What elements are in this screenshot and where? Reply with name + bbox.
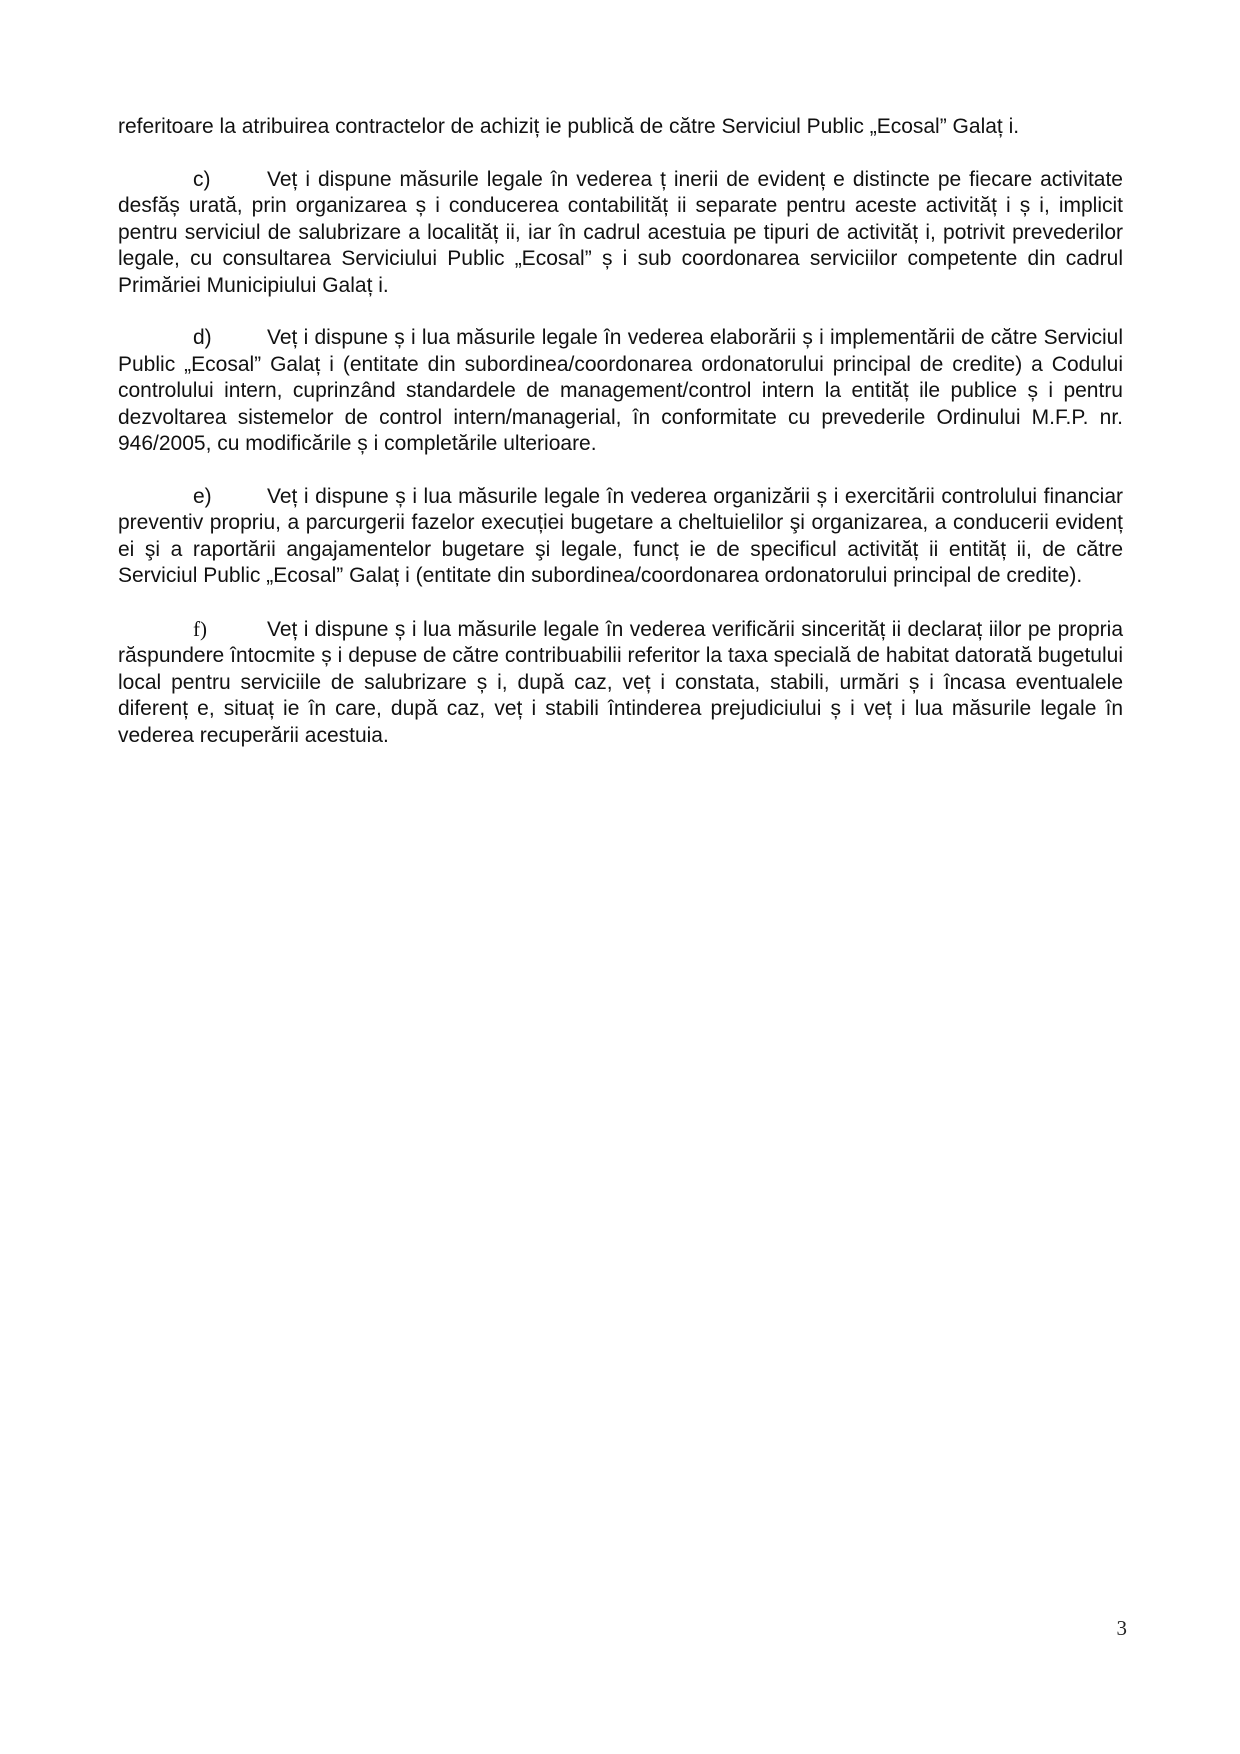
paragraph-f [118,616,1123,750]
paragraph-text-f: Veț i dispune ș i lua măsurile legale în vederea verificării sincerităț ii declaraț iilor pe propria răspundere întocmite ș i depuse de către contribuabilii referitor la taxa specială de habitat datorată bugetului local pentru serviciile de salubrizare ș i, după caz, veț i constata, stabili, urmări ș i încasa eventualele diferenț e, situaț ie în care, după caz, veț i stabili întinderea prejudiciului ș i veț i lua măsurile legale în vederea recuperării acestuia. [118,617,1123,747]
page-number: 3 [1116,1616,1127,1640]
continuation-paragraph: referitoare la atribuirea contractelor de achiziț ie publică de către Serviciul Public „Ecosal” Galaț i. [118,115,1020,138]
paragraph-text-e: Veț i dispune ș i lua măsurile legale în vederea organizării ș i exercitării controlului financiar preventiv propriu, a parcurgerii fazelor execuției bugetare a cheltuielilor şi organizarea, a conducerii evidenț ei şi a raportării angajamentelor bugetare şi legale, funcț ie de specificul activităț ii entităț ii, de către Serviciul Public „Ecosal” Galaț i (entitate din subordinea/coordonarea ordonatorului principal de credite). [118,484,1123,587]
paragraph-e [118,484,1123,590]
paragraph-marker-f: f) [193,616,207,641]
paragraph-marker-c: c) [193,167,211,191]
document-body [118,114,1123,775]
paragraph-marker-d: d) [193,326,212,349]
paragraph-text-c: Veț i dispune măsurile legale în vederea ț inerii de evidenț e distincte pe fiecare activitate desfăș urată, prin organizarea ș i conducerea contabilităț ii separate pentru aceste activităț i ș i, implicit pentru serviciul de salubrizare a localităț ii, iar în cadrul acestuia pe tipuri de activităț i, potrivit prevederilor legale, cu consultarea Serviciului Public „Ecosal” ș i sub coordonarea serviciilor competente din cadrul Primăriei Municipiului Galaț i. [118,167,1123,297]
paragraph-c [118,167,1123,300]
paragraph-marker-e: e) [193,484,212,508]
paragraph-d [118,325,1123,458]
paragraph-text-d: Veț i dispune ș i lua măsurile legale în vederea elaborării ș i implementării de către Serviciul Public „Ecosal” Galaț i (entitate din subordinea/coordonarea ordonatorului principal de credite) a Codului controlului intern, cuprinzând standardele de management/control intern la entităț ile publice ș i pentru dezvoltarea sistemelor de control intern/managerial, în conformitate cu prevederile Ordinului M.F.P. nr. 946/2005, cu modificările ș i completările ulterioare. [118,326,1123,455]
